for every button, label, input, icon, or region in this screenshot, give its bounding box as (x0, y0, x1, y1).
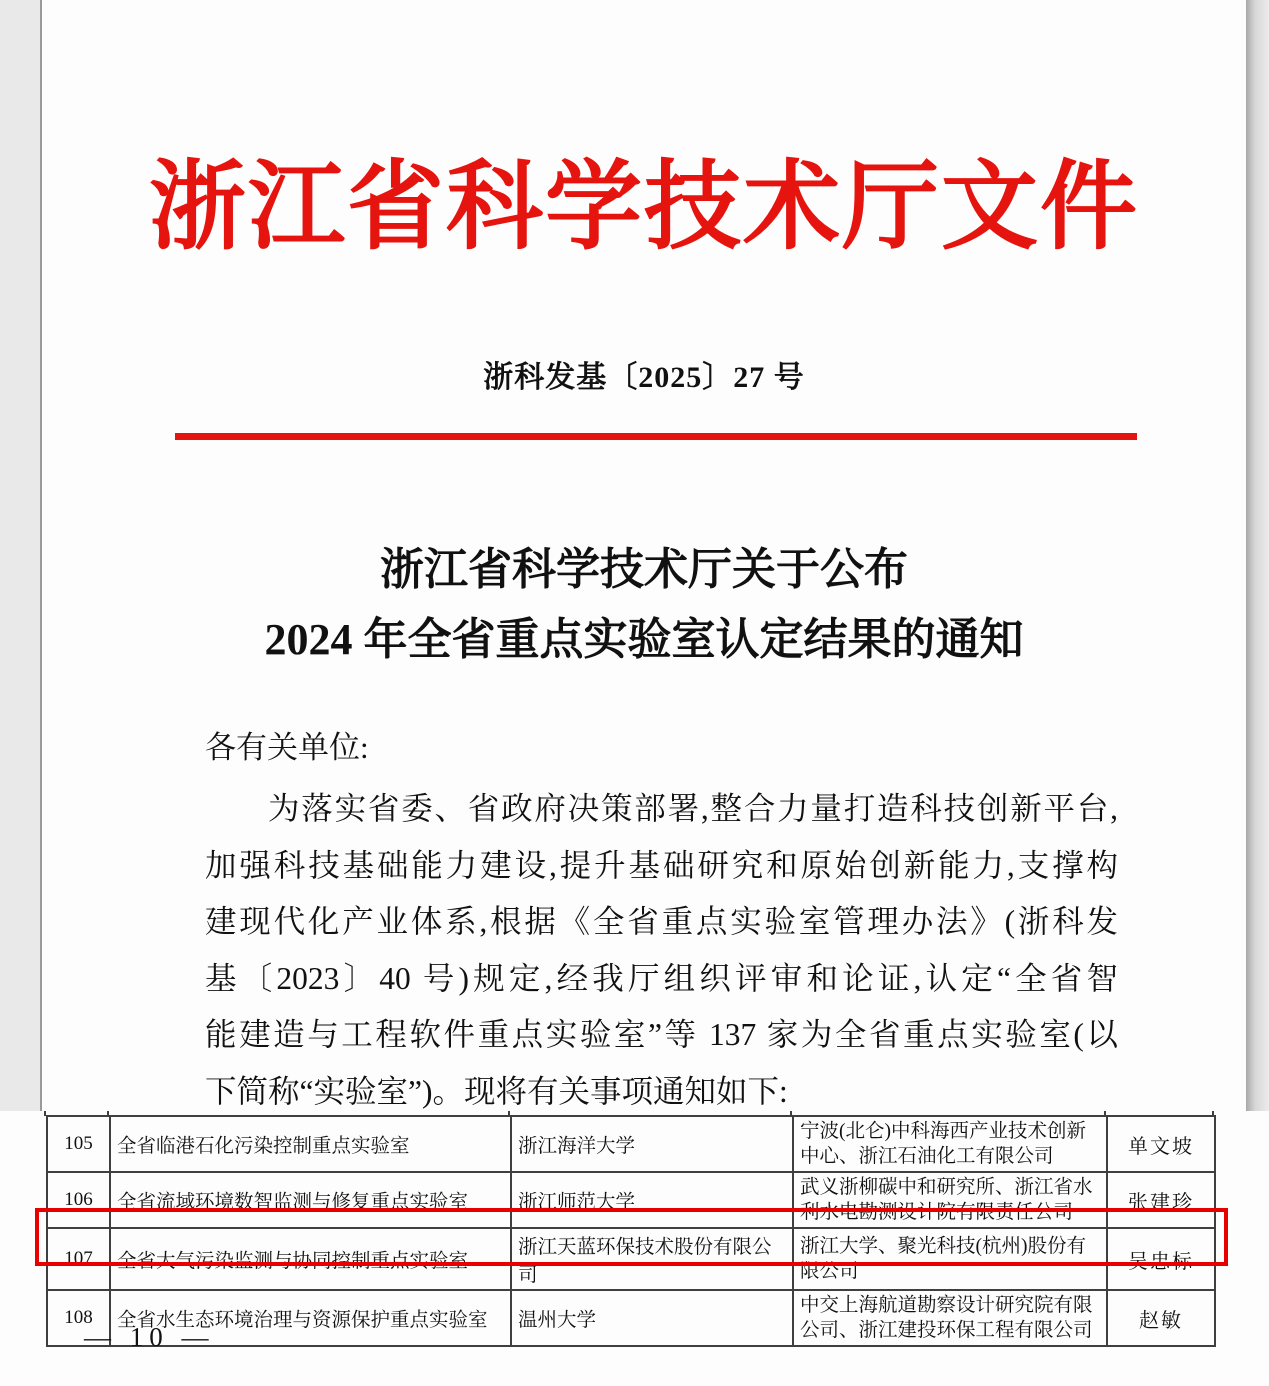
host-unit: 浙江海洋大学 (511, 1116, 793, 1172)
lab-name: 全省临港石化污染控制重点实验室 (110, 1116, 511, 1172)
lab-director: 单文坡 (1107, 1116, 1215, 1172)
right-scan-margin (1246, 0, 1269, 1111)
body-paragraph (205, 781, 1118, 1120)
key-lab-table (46, 1115, 1216, 1347)
table-row-107-highlighted (47, 1228, 1215, 1290)
lab-name: 全省流域环境数智监测与修复重点实验室 (110, 1172, 511, 1228)
red-divider-rule (175, 433, 1137, 440)
row-number: 108 (47, 1290, 110, 1346)
lab-director: 吴忠标 (1107, 1228, 1215, 1290)
table-row-108 (47, 1290, 1215, 1346)
body-line: 为落实省委、省政府决策部署,整合力量打造科技创新平台, (268, 791, 1118, 826)
body-line: 能建造与工程软件重点实验室”等 137 家为全省重点实验室(以 (205, 1017, 1118, 1052)
table-row-105 (47, 1116, 1215, 1172)
body-line: 下简称“实验室”)。现将有关事项通知如下: (205, 1073, 788, 1109)
notice-title-line1: 浙江省科学技术厅关于公布 (380, 545, 908, 594)
partner-units: 浙江大学、聚光科技(杭州)股份有限公司 (793, 1228, 1107, 1290)
row-number: 106 (47, 1172, 110, 1228)
left-scan-margin (0, 0, 42, 1111)
body-line: 加强科技基础能力建设,提升基础研究和原始创新能力,支撑构 (205, 847, 1118, 883)
document-number: 浙科发基〔2025〕27 号 (483, 361, 805, 394)
lab-name: 全省水生态环境治理与资源保护重点实验室 (110, 1290, 511, 1346)
body-line: 建现代化产业体系,根据《全省重点实验室管理办法》(浙科发 (205, 904, 1118, 939)
lab-director: 张建珍 (1107, 1172, 1215, 1228)
row-number: 105 (47, 1116, 110, 1172)
host-unit: 温州大学 (511, 1290, 793, 1346)
host-unit: 浙江天蓝环保技术股份有限公司 (511, 1228, 793, 1290)
host-unit: 浙江师范大学 (511, 1172, 793, 1228)
page-number: — 10 — (84, 1322, 215, 1352)
partner-units: 武义浙柳碳中和研究所、浙江省水利水电勘测设计院有限责任公司 (793, 1172, 1107, 1228)
salutation: 各有关单位: (205, 730, 369, 765)
lab-table-section (0, 1111, 1269, 1386)
row-number: 107 (47, 1228, 110, 1290)
agency-letterhead-title: 浙江省科学技术厅文件 (149, 154, 1139, 261)
lab-name: 全省大气污染监测与协同控制重点实验室 (110, 1228, 511, 1290)
notice-title-line2: 2024 年全省重点实验室认定结果的通知 (264, 615, 1024, 664)
lab-director: 赵敏 (1107, 1290, 1215, 1346)
table-row-106 (47, 1172, 1215, 1228)
partner-units: 中交上海航道勘察设计研究院有限公司、浙江建投环保工程有限公司 (793, 1290, 1107, 1346)
body-line: 基〔2023〕40 号)规定,经我厅组织评审和论证,认定“全省智 (205, 960, 1118, 996)
partner-units: 宁波(北仑)中科海西产业技术创新中心、浙江石油化工有限公司 (793, 1116, 1107, 1172)
